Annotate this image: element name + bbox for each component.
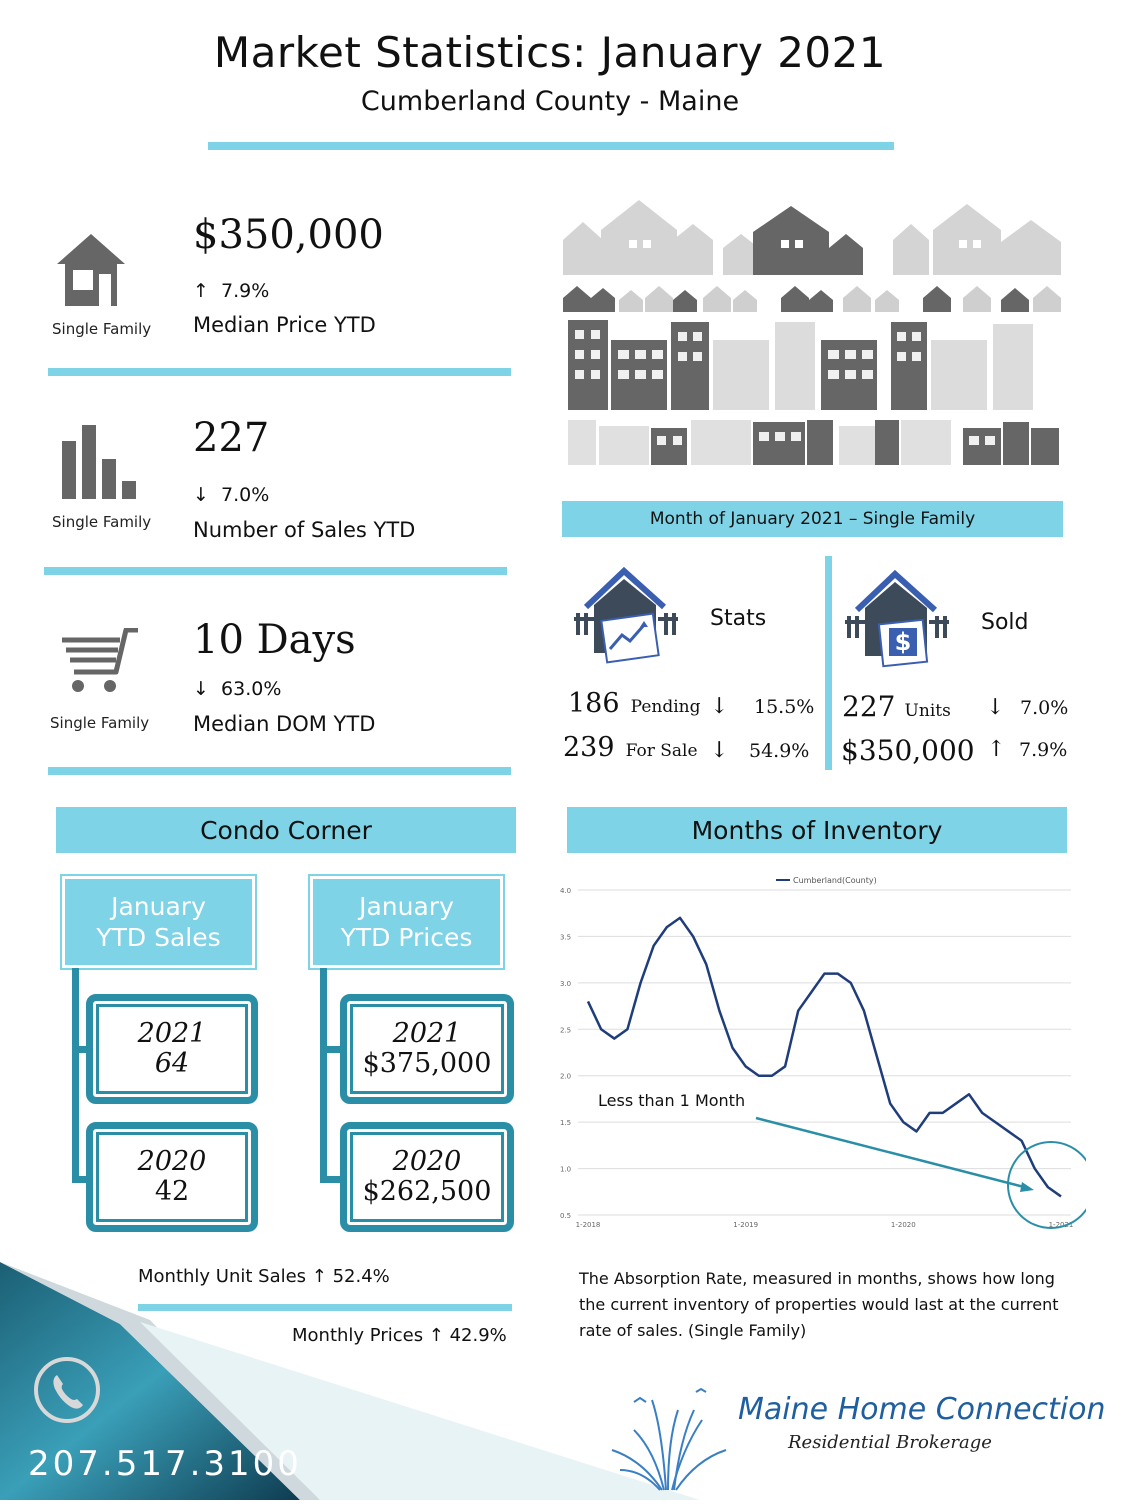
svg-text:$: $ [894, 628, 912, 656]
monthly-unit-sales: Monthly Unit Sales ↑ 52.4% [138, 1266, 390, 1287]
arrow-up-icon: ↑ [987, 737, 1006, 762]
title-divider [208, 142, 894, 150]
brand-grass-logo [604, 1382, 734, 1496]
series-line-cumberland [588, 918, 1061, 1197]
panel-divider [825, 556, 832, 770]
x-tick-label: 1-2018 [575, 1221, 601, 1229]
x-tick-label: 1-2019 [733, 1221, 759, 1229]
annotation-arrowhead [1020, 1182, 1034, 1192]
absorption-description: The Absorption Rate, measured in months, shows how long the current inventory of properties would last at the current rate of sales. (Single Family) [579, 1269, 1059, 1340]
phone-number[interactable]: 207.517.3100 [28, 1444, 302, 1484]
house-dollar-icon [843, 568, 953, 672]
brand-subtitle: Residential Brokerage [788, 1432, 992, 1453]
y-tick-label: 2.0 [560, 1072, 572, 1081]
page-title: Market Statistics: January 2021 [213, 28, 887, 77]
sales-count-label: Number of Sales YTD [193, 518, 416, 542]
y-tick-label: 3.0 [560, 979, 572, 988]
cart-icon [60, 628, 140, 700]
inventory-chart [556, 870, 1086, 1244]
tree-connector [320, 1176, 342, 1183]
stat-divider [48, 368, 511, 376]
arrow-down-icon: ↓ [710, 694, 729, 719]
stats-panel-title: Stats [710, 606, 767, 631]
month-banner: Month of January 2021 – Single Family [562, 501, 1063, 537]
median-price-change: ↑ 7.9% [193, 280, 270, 302]
pending-row: 186 Pending ↓ 15.5% [568, 688, 815, 719]
dom-change: ↓ 63.0% [193, 678, 282, 700]
monthly-prices: Monthly Prices ↑ 42.9% [292, 1325, 507, 1346]
buildings-illustration [563, 200, 1063, 479]
house-chart-icon [572, 565, 682, 669]
sales-count-value: 227 [193, 415, 270, 461]
median-price-label: Median Price YTD [193, 313, 376, 337]
stat-divider [48, 767, 511, 775]
dom-label: Median DOM YTD [193, 712, 376, 736]
brand-name: Maine Home Connection [738, 1392, 1106, 1427]
arrow-up-icon: ↑ [193, 280, 209, 302]
stat-divider [44, 567, 507, 575]
tree-connector [72, 968, 79, 1183]
house-icon [55, 230, 127, 312]
arrow-down-icon: ↓ [193, 484, 209, 506]
y-tick-label: 2.5 [560, 1026, 572, 1035]
x-tick-label: 1-2021 [1048, 1221, 1074, 1229]
for-sale-row: 239 For Sale ↓ 54.9% [563, 732, 810, 763]
condo-sales-2021: 2021 64 [86, 994, 258, 1104]
arrow-down-icon: ↓ [986, 695, 1005, 720]
condo-prices-heading: January YTD Prices [310, 876, 503, 968]
chart-legend: Cumberland(County) [793, 876, 877, 885]
inventory-heading: Months of Inventory [567, 807, 1067, 853]
y-tick-label: 1.5 [560, 1119, 572, 1128]
units-row: 227 Units ↓ 7.0% [842, 690, 1069, 723]
tree-connector [320, 968, 327, 1183]
tree-connector [320, 1046, 342, 1053]
arrow-down-icon: ↓ [193, 678, 209, 700]
condo-sales-heading: January YTD Sales [62, 876, 255, 968]
arrow-down-icon: ↓ [710, 738, 729, 763]
annotation-arrow [756, 1118, 1028, 1188]
sold-panel-title: Sold [981, 610, 1029, 635]
condo-corner-heading: Condo Corner [56, 807, 516, 853]
stat-category: Single Family [52, 513, 152, 531]
y-tick-label: 3.5 [560, 933, 572, 942]
condo-prices-2021: 2021 $375,000 [340, 994, 514, 1104]
stat-category: Single Family [50, 714, 150, 732]
y-tick-label: 0.5 [560, 1212, 572, 1220]
condo-sales-2020: 2020 42 [86, 1122, 258, 1232]
annotation-label: Less than 1 Month [598, 1091, 746, 1110]
sales-count-change: ↓ 7.0% [193, 484, 270, 506]
stat-category: Single Family [52, 320, 152, 338]
condo-prices-2020: 2020 $262,500 [340, 1122, 514, 1232]
dom-value: 10 Days [193, 617, 356, 663]
x-tick-label: 1-2020 [890, 1221, 916, 1229]
median-price-value: $350,000 [193, 212, 384, 258]
bar-chart-icon [60, 425, 140, 505]
y-tick-label: 1.0 [560, 1165, 572, 1174]
page-subtitle: Cumberland County - Maine [360, 86, 740, 117]
y-tick-label: 4.0 [560, 887, 572, 895]
phone-icon [32, 1355, 102, 1429]
price-row: $350,000 ↑ 7.9% [841, 734, 1068, 767]
